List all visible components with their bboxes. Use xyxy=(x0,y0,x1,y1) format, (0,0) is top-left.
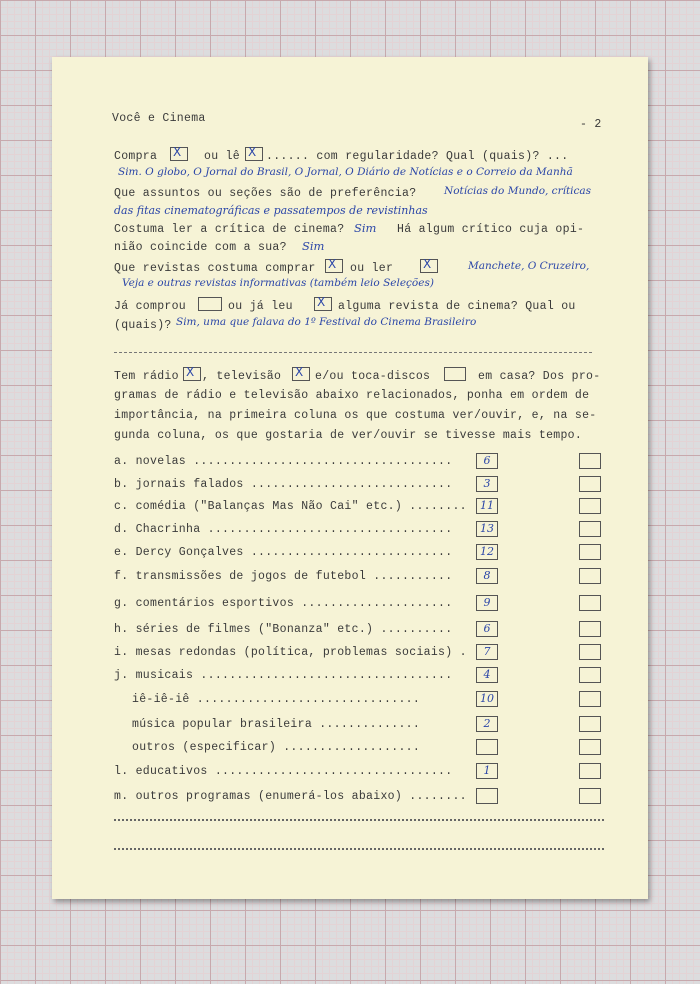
program-item-label: l. educativos ................................. xyxy=(114,765,453,778)
q5-question-text-cont: alguma revista de cinema? Qual ou xyxy=(338,300,576,313)
program-rank-box[interactable]: 1 xyxy=(476,763,498,779)
program-item-label: h. séries de filmes ("Bonanza" etc.) .......... xyxy=(114,623,453,636)
q4-handwritten-answer-2: Veja e outras revistas informativas (também leio Seleções) xyxy=(122,277,434,289)
page-title: Você e Cinema xyxy=(112,112,206,125)
program-wish-box[interactable] xyxy=(579,621,601,637)
program-rank-box[interactable]: 3 xyxy=(476,476,498,492)
program-item-label: m. outros programas (enumerá-los abaixo) ........ xyxy=(114,790,467,803)
program-wish-box[interactable] xyxy=(579,763,601,779)
intro-line-2: gramas de rádio e televisão abaixo relacionados, ponha em ordem de xyxy=(114,389,590,402)
program-wish-box[interactable] xyxy=(579,644,601,660)
tv-checkbox[interactable] xyxy=(292,367,310,381)
program-wish-box[interactable] xyxy=(579,788,601,804)
q3-question-text-cont: Há algum crítico cuja opi- xyxy=(397,223,585,236)
program-wish-box[interactable] xyxy=(579,498,601,514)
program-item-label: g. comentários esportivos ..................... xyxy=(114,597,453,610)
program-item-label: c. comédia ("Balanças Mas Não Cai" etc.) ........ xyxy=(114,500,467,513)
program-wish-box[interactable] xyxy=(579,595,601,611)
section-divider xyxy=(114,352,592,353)
program-item-label: a. novelas .................................... xyxy=(114,455,453,468)
q3-question-line2: nião coincide com a sua? xyxy=(114,241,287,254)
program-item-label: f. transmissões de jogos de futebol ........... xyxy=(114,570,453,583)
radio-label: Tem rádio xyxy=(114,370,179,383)
page-number: - 2 xyxy=(580,118,602,131)
program-rank-box[interactable]: 10 xyxy=(476,691,498,707)
toca-discos-label: e/ou toca-discos xyxy=(315,370,431,383)
program-rank-box[interactable]: 8 xyxy=(476,568,498,584)
program-item-label: j. musicais ................................... xyxy=(114,669,453,682)
radio-checkbox[interactable] xyxy=(183,367,201,381)
q5-comprou-checkbox[interactable] xyxy=(198,297,222,311)
toca-discos-checkbox[interactable] xyxy=(444,367,466,381)
program-rank-box[interactable]: 6 xyxy=(476,453,498,469)
q1-ou-le-label: ou lê xyxy=(204,150,241,163)
blank-line-1 xyxy=(114,819,604,821)
q1-compra-label: Compra xyxy=(114,150,158,163)
q4-question-text: Que revistas costuma comprar xyxy=(114,262,316,275)
q4-ler-checkbox[interactable] xyxy=(420,259,438,273)
program-rank-box[interactable]: 12 xyxy=(476,544,498,560)
program-rank-box[interactable]: 9 xyxy=(476,595,498,611)
program-wish-box[interactable] xyxy=(579,453,601,469)
q1-question-text: ...... com regularidade? Qual (quais)? ... xyxy=(266,150,569,163)
program-wish-box[interactable] xyxy=(579,544,601,560)
program-wish-box[interactable] xyxy=(579,521,601,537)
program-wish-box[interactable] xyxy=(579,739,601,755)
program-rank-box[interactable]: 11 xyxy=(476,498,498,514)
program-rank-box[interactable]: 4 xyxy=(476,667,498,683)
q5-leu-checkbox[interactable] xyxy=(314,297,332,311)
q3-question-text: Costuma ler a crítica de cinema? xyxy=(114,223,345,236)
tv-label: , televisão xyxy=(202,370,282,383)
program-wish-box[interactable] xyxy=(579,476,601,492)
program-wish-box[interactable] xyxy=(579,667,601,683)
program-item-label: música popular brasileira .............. xyxy=(132,718,421,731)
q2-handwritten-answer-2: das fitas cinematográficas e passatempos de revistinhas xyxy=(114,204,428,217)
program-rank-box[interactable] xyxy=(476,739,498,755)
intro-text-cont: em casa? Dos pro- xyxy=(478,370,601,383)
program-rank-box[interactable] xyxy=(476,788,498,804)
program-item-label: d. Chacrinha .................................. xyxy=(114,523,453,536)
program-item-label: outros (especificar) ................... xyxy=(132,741,421,754)
program-item-label: i. mesas redondas (política, problemas sociais) . xyxy=(114,646,467,659)
q5-question-line2: (quais)? xyxy=(114,319,172,332)
program-rank-box[interactable]: 13 xyxy=(476,521,498,537)
program-item-label: b. jornais falados ............................ xyxy=(114,478,453,491)
q3-handwritten-answer-2: Sim xyxy=(302,239,325,253)
q5-question-text: Já comprou xyxy=(114,300,187,313)
program-item-label: e. Dercy Gonçalves ............................ xyxy=(114,546,453,559)
program-rank-box[interactable]: 6 xyxy=(476,621,498,637)
questionnaire-page xyxy=(52,57,648,899)
program-item-label: iê-iê-iê ............................... xyxy=(132,693,421,706)
q2-question-text: Que assuntos ou seções são de preferência? xyxy=(114,187,417,200)
q4-handwritten-answer-1: Manchete, O Cruzeiro, xyxy=(468,260,590,272)
q5-ou-leu-label: ou já leu xyxy=(228,300,293,313)
program-rank-box[interactable]: 2 xyxy=(476,716,498,732)
intro-line-4: gunda coluna, os que gostaria de ver/ouvir se tivesse mais tempo. xyxy=(114,429,583,442)
q4-ou-ler-label: ou ler xyxy=(350,262,394,275)
q1-handwritten-answer: Sim. O globo, O Jornal do Brasil, O Jornal, O Diário de Notícias e o Correio da Manhã xyxy=(118,166,573,178)
program-wish-box[interactable] xyxy=(579,691,601,707)
q4-comprar-checkbox[interactable] xyxy=(325,259,343,273)
q5-handwritten-answer: Sim, uma que falava do 1º Festival do Cinema Brasileiro xyxy=(176,316,477,328)
q1-compra-checkbox[interactable] xyxy=(170,147,188,161)
q2-handwritten-answer-1: Notícias do Mundo, críticas xyxy=(444,185,592,197)
program-wish-box[interactable] xyxy=(579,568,601,584)
intro-line-3: importância, na primeira coluna os que costuma ver/ouvir, e, na se- xyxy=(114,409,597,422)
blank-line-2 xyxy=(114,848,604,850)
program-wish-box[interactable] xyxy=(579,716,601,732)
program-rank-box[interactable]: 7 xyxy=(476,644,498,660)
q3-handwritten-answer: Sim xyxy=(354,221,377,235)
q1-le-checkbox[interactable] xyxy=(245,147,263,161)
